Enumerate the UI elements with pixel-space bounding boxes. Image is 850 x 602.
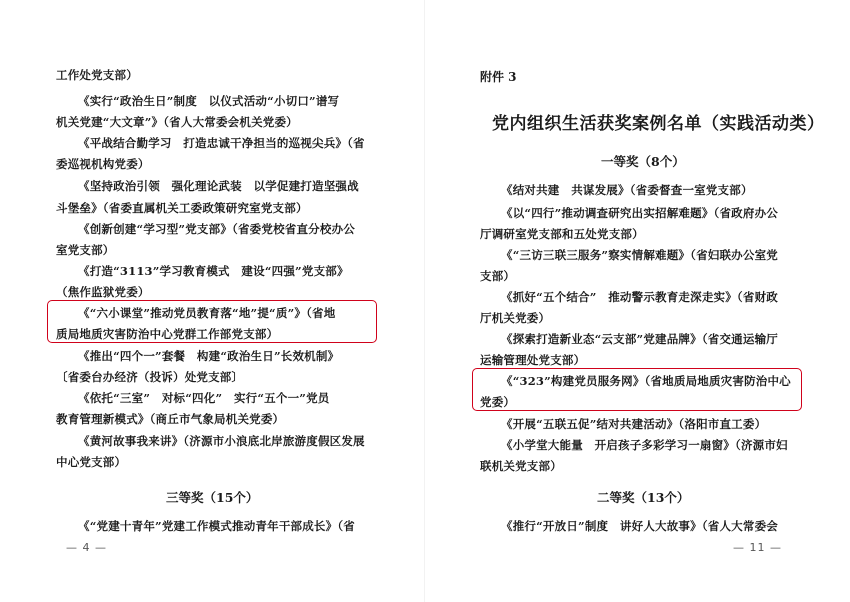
text-line: 厅机关党委）: [480, 311, 551, 325]
text-line: 《打造“3113”学习教育模式 建设“四强”党支部》: [78, 264, 349, 278]
text-line: 工作处党支部）: [56, 68, 138, 82]
text-line: 〔省委台办经济（投诉）处党支部〕: [56, 370, 244, 384]
text-line: 《创新创建“学习型”党支部》（省委党校省直分校办公: [78, 222, 355, 236]
text-line: 厅调研室党支部和五处党支部）: [480, 227, 644, 241]
second-prize-heading: 二等奖（13个）: [597, 490, 690, 505]
text-line: 运输管理处党支部）: [480, 353, 586, 367]
text-line: 《推出“四个一”套餐 构建“政治生日”长效机制》: [78, 349, 340, 363]
first-prize-heading: 一等奖（8个）: [601, 154, 685, 169]
text-line: 《坚持政治引领 强化理论武装 以学促建打造坚强战: [78, 179, 359, 193]
text-line: 质局地质灾害防治中心党群工作部党支部）: [56, 327, 279, 341]
text-line: 党委）: [480, 395, 516, 409]
text-line: 《依托“三室” 对标“四化” 实行“五个一”党员: [78, 391, 330, 405]
text-line: 《“党建十青年”党建工作模式推动青年干部成长》（省: [78, 519, 355, 533]
text-line: 教育管理新模式》（商丘市气象局机关党委）: [56, 412, 285, 426]
text-line: （焦作监狱党委）: [56, 285, 150, 299]
text-line: 《“三访三联三服务”察实情解难题》（省妇联办公室党: [501, 248, 778, 262]
text-line: 联机关党支部）: [480, 459, 562, 473]
text-line: 《开展“五联五促”结对共建活动》（洛阳市直工委）: [501, 417, 767, 431]
text-line: 《结对共建 共谋发展》（省委督查一室党支部）: [501, 183, 753, 197]
text-line: 《推行“开放日”制度 讲好人大故事》（省人大常委会: [501, 519, 778, 533]
right-page: [425, 0, 850, 602]
text-line: 《小学堂大能量 开启孩子多彩学习一扇窗》（济源市妇: [501, 438, 788, 452]
text-line: 《“六小课堂”推动党员教育落“地”提“质”》（省地: [78, 306, 336, 320]
page-number: — 4 —: [66, 541, 107, 554]
page-number: — 11 —: [733, 541, 782, 554]
text-line: 《以“四行”推动调查研究出实招解难题》（省政府办公: [501, 206, 778, 220]
text-line: 中心党支部）: [56, 455, 127, 469]
section-heading: 三等奖（15个）: [166, 490, 259, 505]
text-line: 《平战结合勤学习 打造忠诚干净担当的巡视尖兵》（省: [78, 136, 365, 150]
text-line: 机关党建“大文章”》（省人大常委会机关党委）: [56, 115, 298, 129]
attachment-label: 附件 3: [480, 70, 517, 84]
text-line: 《“323”构建党员服务网》（省地质局地质灾害防治中心: [501, 374, 791, 388]
text-line: 委巡视机构党委）: [56, 157, 150, 171]
text-line: 《抓好“五个结合” 推动警示教育走深走实》（省财政: [501, 290, 778, 304]
text-line: 《黄河故事我来讲》（济源市小浪底北岸旅游度假区发展: [78, 434, 365, 448]
text-line: 《探索打造新业态“云支部”党建品牌》（省交通运输厅: [501, 332, 778, 346]
text-line: 室党支部）: [56, 243, 115, 257]
text-line: 斗堡垒》（省委直属机关工委政策研究室党支部）: [56, 201, 308, 215]
text-line: 支部）: [480, 269, 516, 283]
document-title: 党内组织生活获奖案例名单（实践活动类）: [492, 114, 825, 134]
text-line: 《实行“政治生日”制度 以仪式活动“小切口”谱写: [78, 94, 340, 108]
